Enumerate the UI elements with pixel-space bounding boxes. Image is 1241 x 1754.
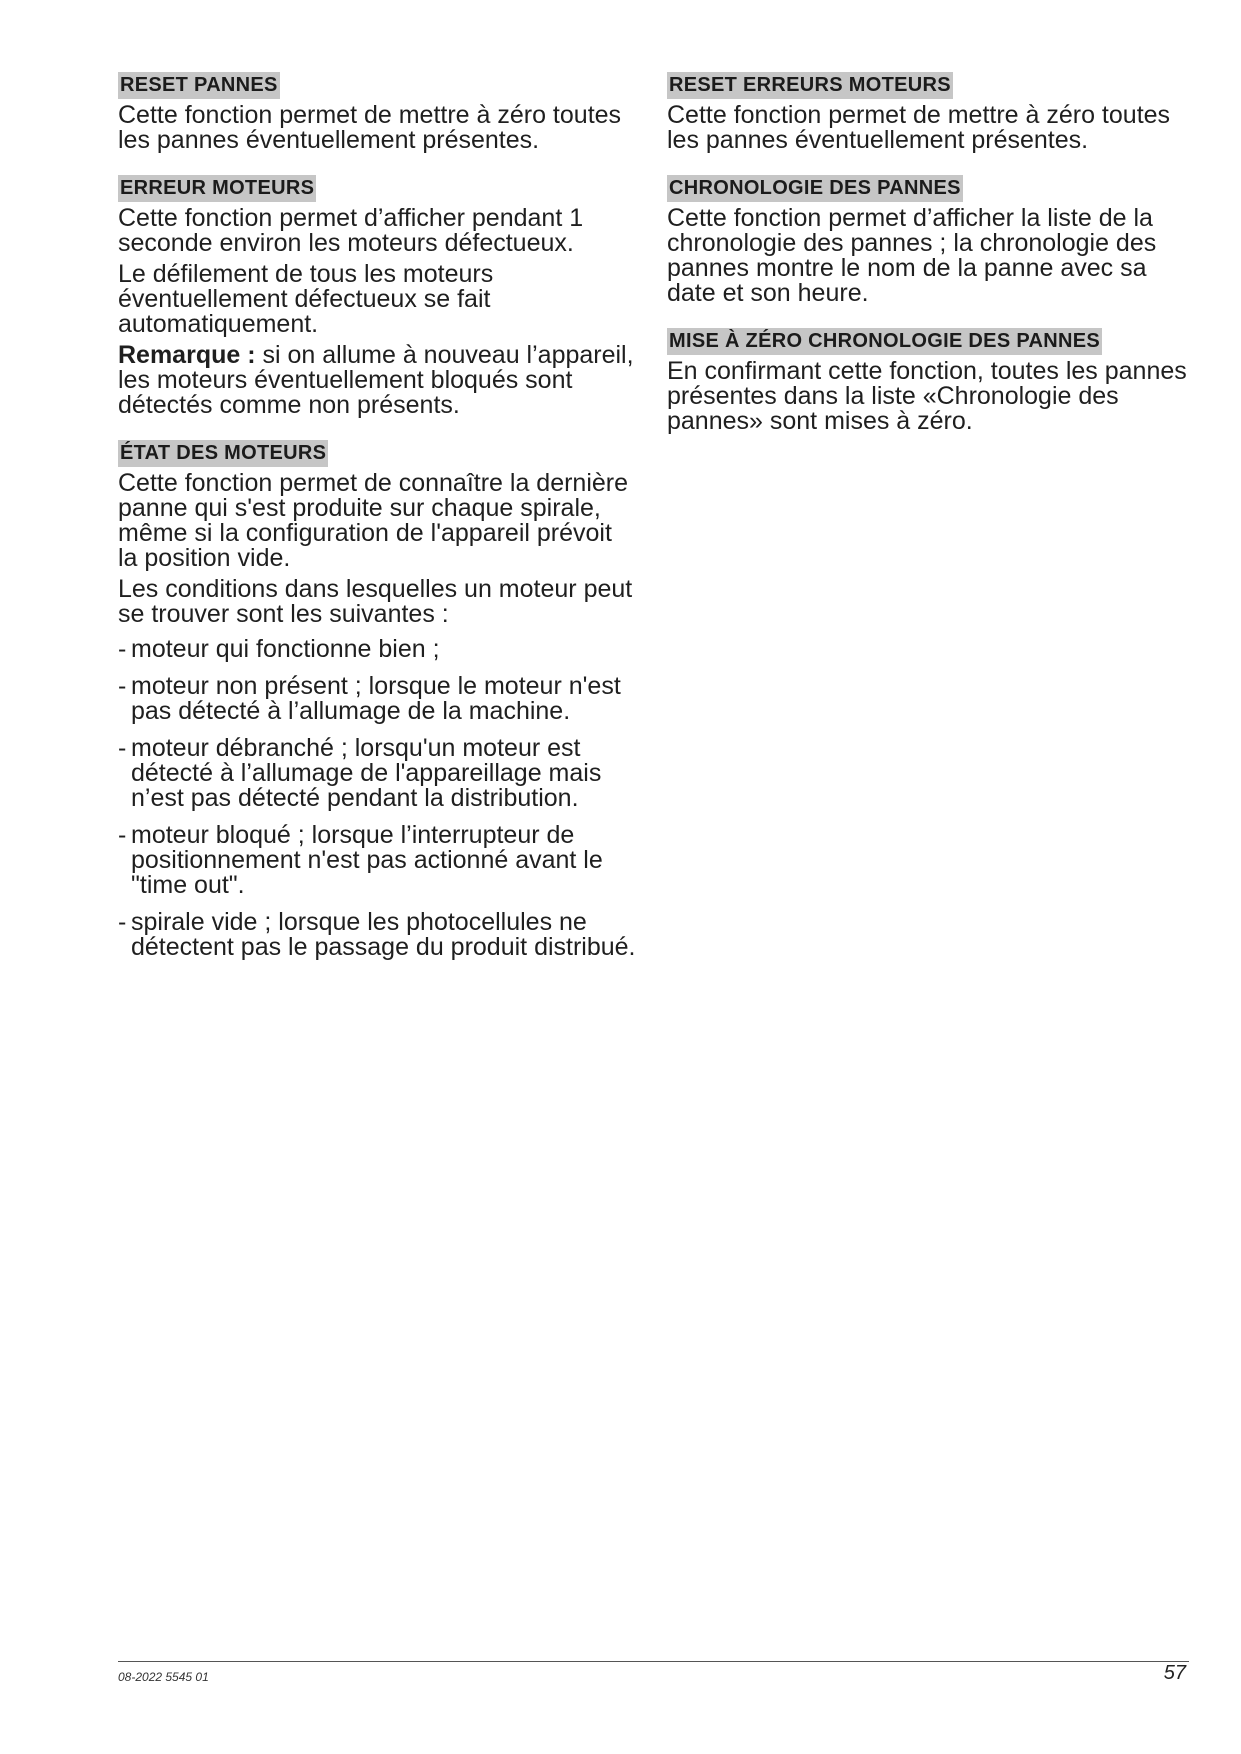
left-column — [118, 72, 638, 982]
document-reference: 08-2022 5545 01 — [118, 1670, 209, 1684]
list-item: - moteur bloqué ; lorsque l’interrupteur de positionnement n'est pas actionné avant le "time out". — [118, 821, 603, 899]
list-item-text: moteur débranché ; lorsqu'un moteur est détecté à l’allumage de l'appareillage mais n’est pas détecté pendant la distribution. — [131, 734, 602, 812]
section-etat-moteurs — [118, 440, 638, 960]
motor-conditions-list — [118, 637, 638, 960]
section-text: Le défilement de tous les moteurs éventuellement défectueux se fait automatiquement. — [118, 260, 494, 338]
remark-text: si on allume à nouveau l’appareil, les moteurs éventuellement bloqués sont détectés comme non présents. — [118, 341, 634, 419]
section-heading: RESET PANNES — [118, 72, 280, 99]
section-text: Cette fonction permet de mettre à zéro toutes les pannes éventuellement présentes. — [667, 101, 1171, 154]
list-item-text: spirale vide ; lorsque les photocellules ne détectent pas le passage du produit distribué. — [131, 908, 636, 961]
section-reset-erreurs-moteurs — [667, 72, 1187, 153]
section-text: En confirmant cette fonction, toutes les pannes présentes dans la liste «Chronologie des pannes» sont mises à zéro. — [667, 357, 1187, 435]
section-heading: ÉTAT DES MOTEURS — [118, 440, 328, 467]
remark-label: Remarque : — [118, 341, 256, 369]
section-heading: CHRONOLOGIE DES PANNES — [667, 175, 963, 202]
footer-divider — [118, 1661, 1189, 1662]
list-item: - moteur débranché ; lorsqu'un moteur est détecté à l’allumage de l'appareillage mais n’est pas détecté pendant la distribution. — [118, 734, 602, 812]
section-chronologie-pannes — [667, 175, 1187, 306]
section-text: Cette fonction permet de connaître la dernière panne qui s'est produite sur chaque spirale, même si la configuration de l'appareil prévoit la position vide. — [118, 469, 629, 572]
list-item: - spirale vide ; lorsque les photocellules ne détectent pas le passage du produit distribué. — [118, 908, 636, 961]
section-text: Cette fonction permet de mettre à zéro toutes les pannes éventuellement présentes. — [118, 101, 622, 154]
section-heading: RESET ERREURS MOTEURS — [667, 72, 953, 99]
page-number: 57 — [1163, 1662, 1186, 1684]
section-heading: MISE À ZÉRO CHRONOLOGIE DES PANNES — [667, 328, 1102, 355]
remark-paragraph — [118, 343, 638, 418]
section-text: Cette fonction permet d’afficher la liste de la chronologie des pannes ; la chronologie des pannes montre le nom de la panne avec sa date et son heure. — [667, 204, 1157, 307]
section-mise-a-zero — [667, 328, 1187, 434]
list-item: - moteur non présent ; lorsque le moteur n'est pas détecté à l’allumage de la machine. — [118, 672, 621, 725]
list-item-text: moteur qui fonctionne bien ; — [131, 635, 440, 663]
right-column — [667, 72, 1187, 456]
list-item-text: moteur non présent ; lorsque le moteur n'est pas détecté à l’allumage de la machine. — [131, 672, 621, 725]
section-reset-pannes — [118, 72, 638, 153]
section-text: Les conditions dans lesquelles un moteur peut se trouver sont les suivantes : — [118, 575, 633, 628]
section-erreur-moteurs — [118, 175, 638, 418]
section-text: Cette fonction permet d’afficher pendant 1 seconde environ les moteurs défectueux. — [118, 204, 584, 257]
list-item: - moteur qui fonctionne bien ; — [118, 635, 440, 663]
section-heading: ERREUR MOTEURS — [118, 175, 316, 202]
list-item-text: moteur bloqué ; lorsque l’interrupteur de positionnement n'est pas actionné avant le "time out". — [131, 821, 603, 899]
